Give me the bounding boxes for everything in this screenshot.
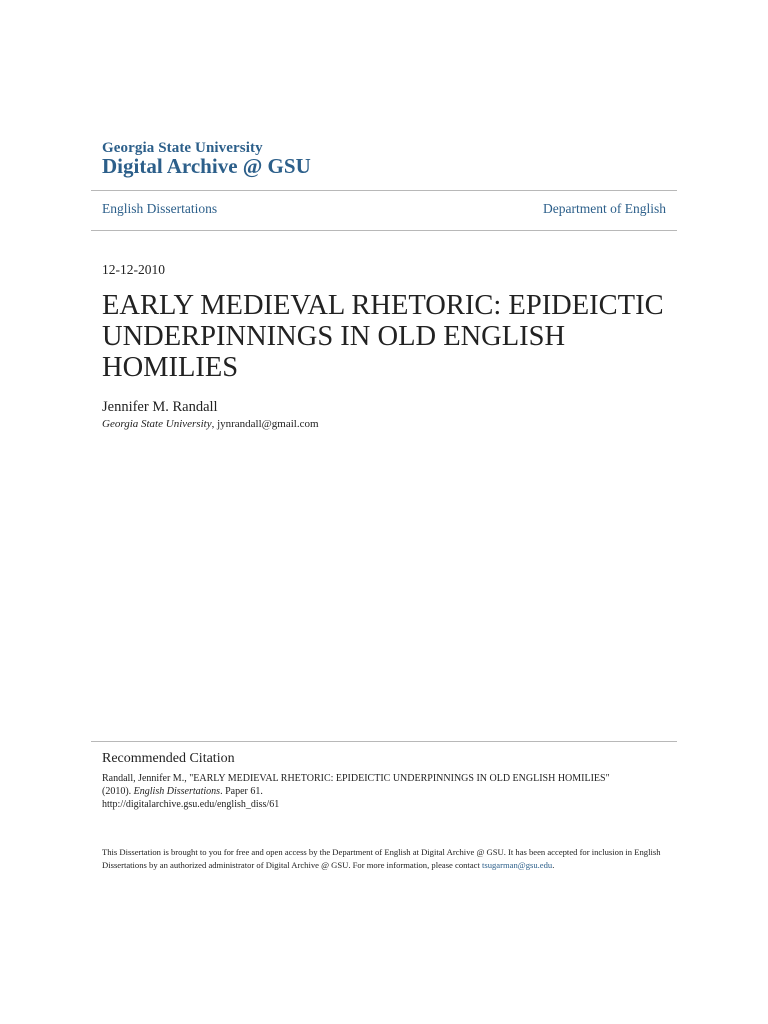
author-email: , jynrandall@gmail.com [211, 418, 319, 430]
citation-year: (2010). [102, 786, 134, 797]
nav-divider [91, 230, 677, 231]
access-notice-end: . [552, 860, 555, 870]
citation-body [102, 772, 682, 811]
citation-paper: . Paper 61. [220, 786, 263, 797]
citation-series: English Dissertations [133, 786, 221, 797]
affiliation-name: Georgia State University [102, 418, 212, 430]
contact-email-link[interactable]: tsugarman@gsu.edu [481, 860, 553, 870]
citation-line-1: Randall, Jennifer M., "EARLY MEDIEVAL RHETORIC: EPIDEICTIC UNDERPINNINGS IN OLD ENGLISH HOMILIES" [102, 773, 610, 784]
access-notice-text: This Dissertation is brought to you for free and open access by the Department of English at Digital Archive @ GSU. It has been accepted for inclusion in English Dissertations by an authorized administrator of Digital Archive @ GSU. For more information, please contact [102, 847, 661, 870]
university-name: Georgia State University [102, 140, 263, 156]
collection-link[interactable]: English Dissertations [102, 201, 218, 216]
citation-line-2 [102, 785, 682, 798]
archive-name[interactable]: Digital Archive @ GSU [102, 154, 311, 178]
dissertation-title: EARLY MEDIEVAL RHETORIC: EPIDEICTIC UNDERPINNINGS IN OLD ENGLISH HOMILIES [102, 290, 664, 383]
author-affiliation [102, 418, 319, 430]
citation-divider [91, 741, 677, 742]
citation-url[interactable]: http://digitalarchive.gsu.edu/english_diss/61 [102, 799, 280, 810]
top-divider [91, 190, 677, 191]
publication-date: 12-12-2010 [102, 262, 165, 277]
department-link[interactable]: Department of English [543, 201, 666, 216]
citation-heading: Recommended Citation [102, 751, 235, 766]
author-name: Jennifer M. Randall [102, 399, 218, 415]
access-notice [102, 846, 672, 872]
